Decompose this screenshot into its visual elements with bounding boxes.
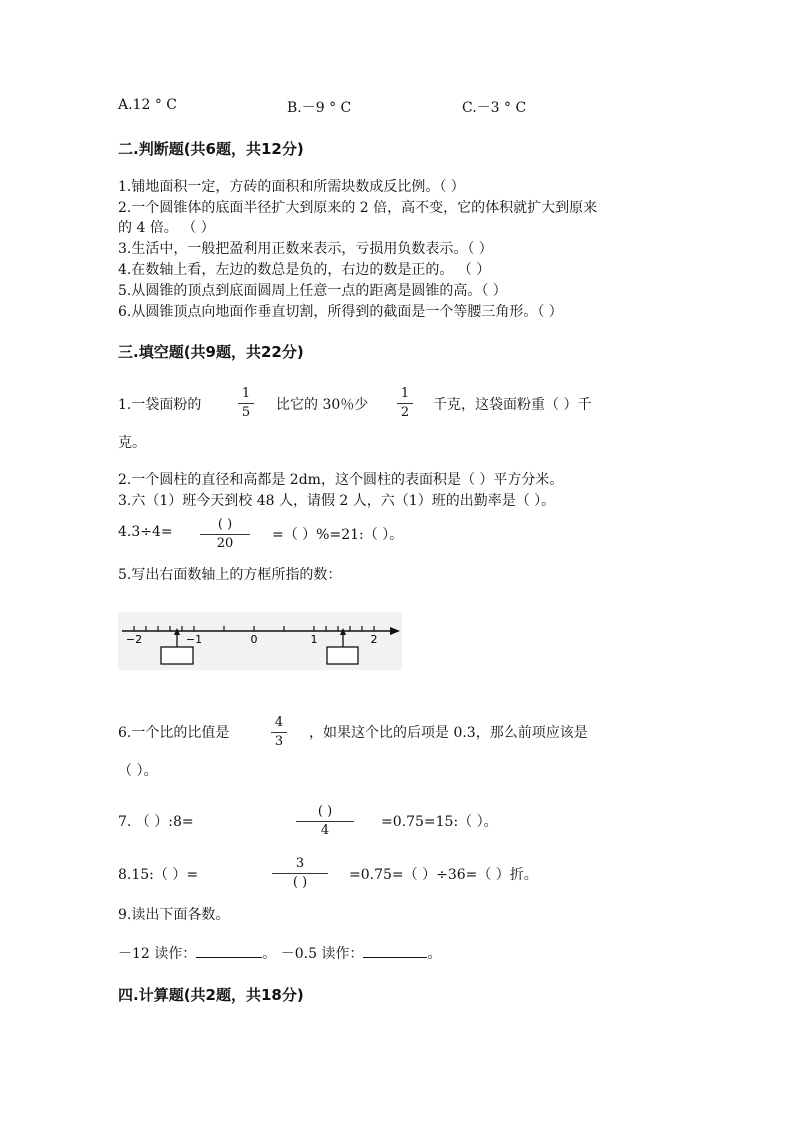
fill-q4-text-a: 4.3÷4=	[118, 524, 173, 540]
fill-q6-text-b: ，如果这个比的后项是 0.3，那么前项应该是	[309, 725, 588, 741]
fill-q1-fraction-1	[238, 386, 254, 421]
fill-q6-text-a: 6.一个比的比值是	[118, 725, 230, 741]
answer-box-right	[327, 647, 358, 664]
fraction-numerator: 3	[295, 856, 305, 871]
fraction-numerator: 4	[274, 715, 284, 730]
fill-q4-fraction	[200, 517, 250, 552]
fraction-numerator: 1	[400, 386, 410, 401]
fill-q3: 3.六（1）班今天到校 48 人，请假 2 人，六（1）班的出勤率是（ ）。	[118, 493, 556, 509]
fill-q4-text-b: =（ ）%=21:（ ）。	[272, 527, 404, 543]
fill-q1-text-c: 千克，这袋面粉重（ ）千	[433, 397, 592, 413]
fill-q6-fraction	[271, 715, 287, 750]
section-fill-title: 三.填空题(共9题，共22分)	[118, 343, 304, 361]
fraction-bar	[238, 403, 254, 404]
fill-q9: 9.读出下面各数。	[118, 907, 230, 923]
fraction-bar	[272, 873, 328, 874]
fraction-bar	[397, 403, 413, 404]
section-calc-title: 四.计算题(共2题，共18分)	[118, 986, 304, 1004]
fill-q8-text-b: =0.75=（ ）÷36=（ ）折。	[349, 867, 538, 883]
number-line-figure	[118, 612, 402, 670]
option-a: A.12 ° C	[118, 97, 177, 113]
fraction-denominator: 3	[274, 734, 284, 749]
fill-q7-text-b: =0.75=15:（ ）。	[381, 814, 498, 830]
section-judge-title: 二.判断题(共6题，共12分)	[118, 140, 304, 158]
fraction-numerator: ( )	[317, 804, 333, 819]
fill-q1-text-b: 比它的 30％少	[276, 397, 369, 413]
fill-q7-fraction	[296, 804, 354, 839]
fraction-numerator: 1	[241, 386, 251, 401]
fraction-bar	[271, 732, 287, 733]
tick-label-neg2: −2	[125, 633, 143, 646]
judge-q2-line2: 的 4 倍。 （ ）	[118, 220, 215, 236]
fraction-denominator: 4	[320, 823, 330, 838]
judge-q4: 4.在数轴上看，左边的数总是负的，右边的数是正的。 （ ）	[118, 262, 491, 278]
fraction-numerator: ( )	[217, 517, 233, 532]
judge-q2-line1: 2.一个圆锥体的底面半径扩大到原来的 2 倍，高不变，它的体积就扩大到原来	[118, 200, 598, 216]
fill-q1-text-d: 克。	[118, 435, 146, 451]
option-b: B.－9 ° C	[287, 100, 352, 116]
tick-marks	[134, 626, 374, 631]
fill-q8-text-a: 8.15:（ ）=	[118, 867, 199, 883]
option-c: C.－3 ° C	[462, 100, 527, 116]
fill-q9-read-a: －12 读作：	[118, 946, 197, 962]
fraction-denominator: ( )	[292, 875, 308, 890]
tick-label-neg1: −1	[185, 633, 203, 646]
judge-q5: 5.从圆锥的顶点到底面圆周上任意一点的距离是圆锥的高。（ ）	[118, 283, 507, 299]
fill-q6-text-c: （ ）。	[118, 763, 158, 779]
answer-box-left	[161, 647, 193, 664]
tick-label-0: 0	[250, 633, 258, 646]
tick-label-1: 1	[310, 633, 318, 646]
fraction-denominator: 20	[216, 536, 234, 551]
fill-q2: 2.一个圆柱的直径和高都是 2dm，这个圆柱的表面积是（ ）平方分米。	[118, 472, 564, 488]
fraction-bar	[296, 821, 354, 822]
answer-blank	[196, 945, 262, 958]
fraction-denominator: 5	[241, 405, 251, 420]
fill-q9-read-c: 。	[427, 946, 442, 962]
fraction-bar	[200, 534, 250, 535]
tick-label-2: 2	[370, 633, 378, 646]
fill-q7-text-a: 7. （ ）:8=	[118, 814, 194, 830]
judge-q3: 3.生活中，一般把盈利用正数来表示，亏损用负数表示。（ ）	[118, 241, 493, 257]
fill-q5: 5.写出右面数轴上的方框所指的数：	[118, 567, 342, 583]
fill-q1-text-a: 1.一袋面粉的	[118, 397, 202, 413]
judge-q1: 1.铺地面积一定，方砖的面积和所需块数成反比例。（ ）	[118, 179, 465, 195]
fill-q1-fraction-2	[397, 386, 413, 421]
answer-blank	[363, 945, 427, 958]
fraction-denominator: 2	[400, 405, 410, 420]
fill-q9-read-b: 。 －0.5 读作：	[262, 946, 364, 962]
fill-q9-line	[118, 943, 441, 963]
fill-q8-fraction	[272, 856, 328, 891]
judge-q6: 6.从圆锥顶点向地面作垂直切割，所得到的截面是一个等腰三角形。（ ）	[118, 304, 563, 320]
